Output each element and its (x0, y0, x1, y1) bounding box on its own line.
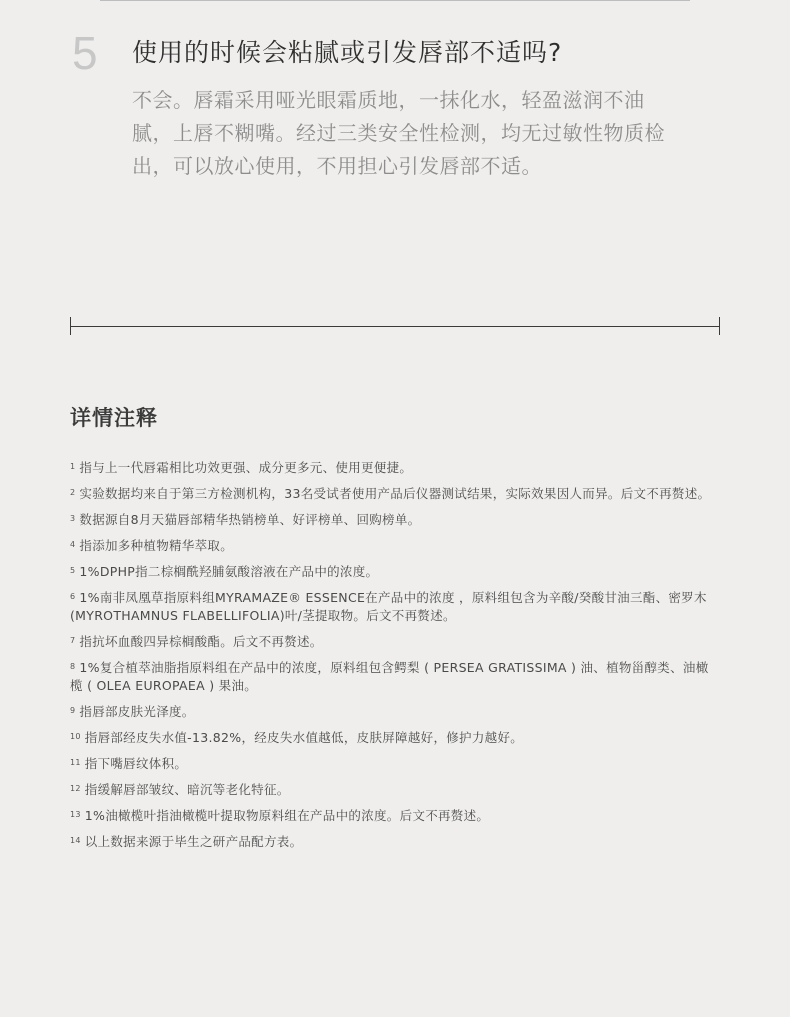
footnote-text: 指唇部经皮失水值-13.82%，经皮失水值越低，皮肤屏障越好，修护力越好。 (84, 730, 524, 745)
footnote-number: 10 (70, 732, 81, 741)
footnote-text: 1%南非凤凰草指原料组MYRAMAZE® ESSENCE在产品中的浓度 ，原料组包含为辛酸/癸酸甘油三酯、密罗木(MYROTHAMNUS FLABELLIFOLIA)叶/茎提取物。后文不再赘述。 (70, 590, 707, 623)
footnote-item (70, 459, 718, 477)
footnote-item (70, 833, 718, 851)
footnote-number: 1 (70, 462, 76, 471)
footnote-text: 指下嘴唇纹体积。 (84, 756, 188, 771)
footnote-number: 8 (70, 662, 76, 671)
footnote-number: 6 (70, 592, 76, 601)
footnote-text: 指唇部皮肤光泽度。 (79, 704, 195, 719)
footnote-number: 14 (70, 836, 81, 845)
divider-right-tick (719, 317, 720, 335)
footnote-item (70, 563, 718, 581)
footnote-number: 3 (70, 514, 76, 523)
footnote-text: 1%油橄榄叶指油橄榄叶提取物原料组在产品中的浓度。后文不再赘述。 (84, 808, 490, 823)
footnote-item (70, 807, 718, 825)
question-number: 5 (72, 27, 98, 79)
footnote-item (70, 781, 718, 799)
footnote-number: 13 (70, 810, 81, 819)
footnote-text: 指添加多种植物精华萃取。 (79, 538, 233, 553)
footnote-item (70, 511, 718, 529)
footnote-number: 5 (70, 566, 76, 575)
footnote-number: 2 (70, 488, 76, 497)
footnote-number: 9 (70, 706, 76, 715)
footnote-item (70, 755, 718, 773)
footnote-text: 实验数据均来自于第三方检测机构，33名受试者使用产品后仪器测试结果，实际效果因人而异。后文不再赘述。 (79, 486, 711, 501)
footnote-number: 11 (70, 758, 81, 767)
footnote-text: 指与上一代唇霜相比功效更强、成分更多元、使用更便捷。 (79, 460, 413, 475)
footnote-item (70, 729, 718, 747)
details-title: 详情注释 (70, 406, 158, 430)
footnote-item (70, 537, 718, 555)
footnote-item (70, 703, 718, 721)
section-divider (70, 326, 720, 327)
footnote-number: 7 (70, 636, 76, 645)
footnote-text: 1%DPHP指二棕榈酰羟脯氨酸溶液在产品中的浓度。 (79, 564, 379, 579)
footnote-number: 4 (70, 540, 76, 549)
answer-text: 不会。唇霜采用哑光眼霜质地，一抹化水，轻盈滋润不油腻，上唇不糊嘴。经过三类安全性检测，均无过敏性物质检出，可以放心使用，不用担心引发唇部不适。 (132, 88, 665, 178)
footnote-text: 指缓解唇部皱纹、暗沉等老化特征。 (84, 782, 290, 797)
top-divider (100, 0, 690, 1)
footnote-item (70, 633, 718, 651)
footnote-item (70, 659, 718, 695)
footnote-text: 指抗坏血酸四异棕榈酸酯。后文不再赘述。 (79, 634, 323, 649)
footnote-list (70, 459, 718, 859)
footnote-text: 以上数据来源于毕生之研产品配方表。 (84, 834, 303, 849)
footnote-item (70, 485, 718, 503)
footnote-text: 数据源自8月天猫唇部精华热销榜单、好评榜单、回购榜单。 (79, 512, 421, 527)
footnote-text: 1%复合植萃油脂指原料组在产品中的浓度，原料组包含鳄梨 ( PERSEA GRATISSIMA ) 油、植物甾醇类、油橄榄 ( OLEA EUROPAEA ) 果油。 (70, 660, 709, 693)
question-title: 使用的时候会粘腻或引发唇部不适吗? (132, 38, 563, 67)
footnote-item (70, 589, 718, 625)
footnote-number: 12 (70, 784, 81, 793)
